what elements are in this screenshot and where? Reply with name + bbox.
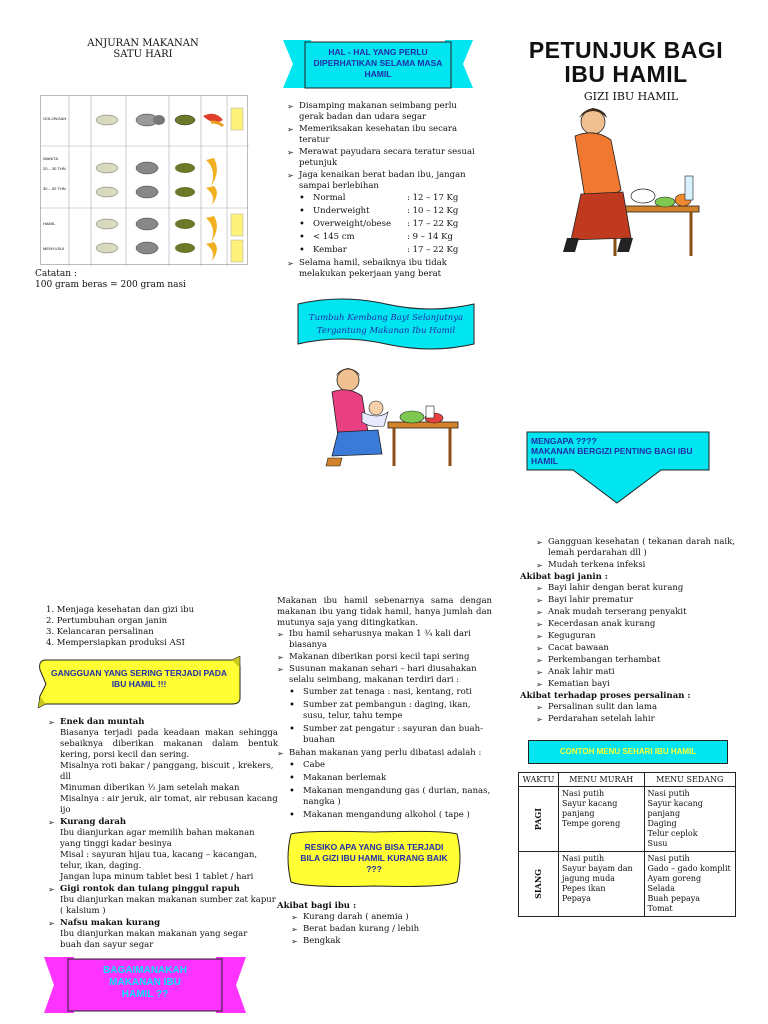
persalinan-1: ➢ Persalinan sulit dan lama <box>536 702 735 713</box>
hal-item-4: ➢ Jaga kenaikan berat badan ibu, jangan sampai berlebihan <box>287 170 482 192</box>
note <box>35 269 186 291</box>
persalinan-title: Akibat terhadap proses persalinan : <box>520 691 691 701</box>
benefit-1: 1. Menjaga kesehatan dan gizi ibu <box>46 605 195 615</box>
row-label-menyusui: MENYUSUI <box>43 246 65 251</box>
menu-item: Sayur kacang panjang <box>647 799 703 818</box>
anjuran-title <box>78 38 208 60</box>
row-label-wanita: WANITA <box>43 156 59 161</box>
menu-item: Nasi putih <box>561 854 605 863</box>
kurang-misal: Misal : sayuran hijau tua, kacang – kacangan, telur, ikan, daging. <box>60 850 258 871</box>
janin-title: Akibat bagi janin : <box>520 572 608 582</box>
makanan-intro: Makanan ibu hamil sebenarnya sama dengan makanan ibu yang tidak hamil, hanya jumlah dan mutunya saja yang ditingkatkan. <box>277 596 492 628</box>
menu-waktu-pagi <box>519 787 559 852</box>
weight-overweight: • Overweight/obese : 17 – 22 Kg <box>287 219 482 230</box>
hal-item-5: ➢ Selama hamil, sebaiknya ibu tidak melakukan pekerjaan yang berat <box>287 258 482 280</box>
enek-misal2: Misalnya : air jeruk, air tomat, air rebusan kacang ijo <box>60 794 278 815</box>
menu-item: Susu <box>647 839 668 848</box>
gangguan-gigi <box>48 884 278 917</box>
age-label-2: 30 – 50 THN <box>43 186 66 191</box>
persalinan-2: ➢ Perdarahan setelah lahir <box>536 714 735 725</box>
hal-item-1: ➢ Disamping makanan seimbang perlu gerak badan dan udara segar <box>287 101 482 123</box>
menu-header-waktu: WAKTU <box>519 773 559 787</box>
menu-item: Daging <box>647 819 677 828</box>
kurang-text: Ibu dianjurkan agar memilih bahan makanan yang tinggi kadar besinya <box>60 828 255 849</box>
banner-resiko <box>285 830 463 888</box>
food-portion-illustration <box>41 96 249 266</box>
menu-pagi-murah <box>558 787 644 852</box>
anjuran-title-line1: ANJURAN MAKANAN <box>87 38 199 49</box>
enek-text: Biasanya terjadi pada keadaan makan sehingga sebaiknya diberikan makanan dalam bentuk kering, porsi kecil dan sering. <box>60 728 278 760</box>
makanan-item-3: ➢ Susunan makanan sehari – hari diusahakan selalu seimbang, makanan terdiri dari : <box>277 664 492 686</box>
menu-siang-sedang <box>644 852 736 917</box>
makanan-item-1: ➢ Ibu hamil seharusnya makan 1 ¾ kali dari biasanya <box>277 629 492 651</box>
banner-mengapa-text <box>531 436 709 466</box>
zat-tenaga: • Sumber zat tenaga : nasi, kentang, roti <box>277 687 492 698</box>
zat-pembangun: • Sumber zat pembangun : daging, ikan, susu, telur, tahu tempe <box>277 700 492 722</box>
menu-item: Sayur bayam dan jagung muda <box>561 864 633 883</box>
gangguan-kurang-darah <box>48 817 278 883</box>
menu-waktu-siang <box>519 852 559 917</box>
banner-mengapa-line1: MENGAPA ???? <box>531 436 597 446</box>
enek-misal1: Misalnya roti bakar / panggang, biscuit , krekers, dll <box>60 761 274 782</box>
menu-row-pagi <box>519 787 736 852</box>
row-label-hamil: HAMIL <box>43 221 56 226</box>
menu-item: Nasi putih <box>647 854 690 863</box>
makanan-item-2: ➢ Makanan diberikan porsi kecil tapi sering <box>277 652 492 663</box>
menu-item: Pepes ikan <box>561 884 606 893</box>
janin-7: ➢ Perkembangan terhambat <box>536 655 735 666</box>
weight-short: • < 145 cm : 9 – 14 Kg <box>287 232 482 243</box>
cover-title-line1: PETUNJUK BAGI <box>528 37 724 63</box>
janin-9: ➢ Kematian bayi <box>536 679 735 690</box>
hal-item-3: ➢ Merawat payudara secara teratur sesuai petunjuk <box>287 147 482 169</box>
nafsu-title: ➢ Nafsu makan kurang <box>60 918 161 928</box>
benefit-3: 3. Kelancaran persalinan <box>46 627 154 637</box>
batasi-gas: • Makanan mengandung gas ( durian, nanas, nangka ) <box>277 786 492 808</box>
banner-bagaimana-text: BAGAIMANAKAH MAKANAN IBU HAMIL ?? <box>103 965 187 1000</box>
akibat-ibu-title: Akibat bagi ibu : <box>277 901 357 911</box>
menu-item: Selada <box>647 884 675 893</box>
banner-tumbuh-text: Tumbuh Kembang Bayi Selanjutnya Tergantung Makanan Ibu Hamil <box>308 313 464 336</box>
menu-item: Tempe goreng <box>561 819 621 828</box>
janin-2: ➢ Bayi lahir prematur <box>536 595 735 606</box>
food-portion-table <box>40 95 248 265</box>
pregnant-woman-illustration <box>545 106 700 258</box>
menu-waktu-siang-label: SIANG <box>533 869 544 899</box>
batasi-cabe: • Cabe <box>277 760 492 771</box>
banner-mengapa <box>525 430 711 505</box>
note-label: Catatan : <box>35 269 77 279</box>
akibat-ibu-2: ➢ Berat badan kurang / lebih <box>291 924 487 935</box>
akibat-top-1: ➢ Gangguan kesehatan ( tekanan darah naik, lemah perdarahan dll ) <box>536 537 735 559</box>
nafsu-text: Ibu dianjurkan makan makanan yang segar <box>60 929 248 939</box>
row-label-golongan: GOLONGAN <box>43 116 67 121</box>
banner-hal-hal <box>283 38 473 92</box>
menu-pagi-sedang <box>644 787 736 852</box>
age-label-1: 20 – 30 THN <box>43 166 66 171</box>
hal-item-2: ➢ Memeriksakan kesehatan ibu secara teratur <box>287 124 482 146</box>
akibat-top-2: ➢ Mudah terkena infeksi <box>536 560 735 571</box>
janin-5: ➢ Keguguran <box>536 631 735 642</box>
makanan-section <box>277 596 492 823</box>
weight-normal: • Normal : 12 – 17 Kg <box>287 193 482 204</box>
menu-table <box>518 772 736 917</box>
menu-header-sedang: MENU SEDANG <box>644 773 736 787</box>
gangguan-list <box>48 717 278 952</box>
menu-item: Sayur kacang panjang <box>561 799 618 818</box>
menu-siang-murah <box>558 852 644 917</box>
zat-pengatur: • Sumber zat pengatur : sayuran dan buah-buahan <box>277 724 492 746</box>
cover-title <box>526 38 726 86</box>
banner-hal-text: HAL - HAL YANG PERLU DIPERHATIKAN SELAMA MASA HAMIL <box>313 47 443 79</box>
menu-table-wrapper <box>518 772 736 917</box>
menu-waktu-pagi-label: PAGI <box>533 807 544 831</box>
mother-feeding-illustration <box>318 362 460 468</box>
banner-tumbuh <box>296 294 476 354</box>
gigi-title: ➢ Gigi rontok dan tulang pinggul rapuh <box>60 884 240 894</box>
banner-gangguan-text: GANGGUAN YANG SERING TERJADI PADA IBU HAMIL !!! <box>50 668 227 689</box>
kurang-jangan: Jangan lupa minum tablet besi 1 tablet / hari <box>60 872 254 882</box>
batasi-alkohol: • Makanan mengandung alkohol ( tape ) <box>277 810 492 821</box>
banner-resiko-text: RESIKO APA YANG BISA TERJADI BILA GIZI IBU HAMIL KURANG BAIK ??? <box>300 842 448 874</box>
janin-6: ➢ Cacat bawaan <box>536 643 735 654</box>
weight-underweight: • Underweight : 10 – 12 Kg <box>287 206 482 217</box>
banner-mengapa-line2: MAKANAN BERGIZI PENTING BAGI IBU HAMIL <box>531 446 693 466</box>
menu-item: Pepaya <box>561 894 591 903</box>
akibat-ibu-1: ➢ Kurang darah ( anemia ) <box>291 912 487 923</box>
cover-title-line2: IBU HAMIL <box>564 61 688 87</box>
menu-row-siang <box>519 852 736 917</box>
gangguan-nafsu <box>48 918 278 951</box>
weight-kembar: • Kembar : 17 – 22 Kg <box>287 245 482 256</box>
note-text: 100 gram beras = 200 gram nasi <box>35 280 187 290</box>
benefit-4: 4. Mempersiapkan produksi ASI <box>46 638 185 648</box>
menu-header-row <box>519 773 736 787</box>
batasi-title: ➢ Bahan makanan yang perlu dibatasi adalah : <box>277 748 492 759</box>
cover-subtitle: GIZI IBU HAMIL <box>583 90 679 103</box>
akibat-ibu <box>277 901 487 948</box>
benefit-2: 2. Pertumbuhan organ janin <box>46 616 168 626</box>
batasi-lemak: • Makanan berlemak <box>277 773 492 784</box>
enek-minum: Minuman diberikan ½ jam setelah makan <box>60 783 240 793</box>
gigi-text: Ibu dianjurkan makan makanan sumber zat kapur ( kalsium ) <box>60 895 276 916</box>
janin-4: ➢ Kecerdasan anak kurang <box>536 619 735 630</box>
nafsu-text2: buah dan sayur segar <box>60 940 154 950</box>
banner-gangguan <box>36 656 242 708</box>
menu-item: Gado – gado komplit <box>647 864 731 873</box>
banner-contoh-menu <box>528 740 728 764</box>
hal-list <box>287 101 482 281</box>
menu-item: Tomat <box>647 904 673 913</box>
enek-title: ➢ Enek dan muntah <box>60 717 145 727</box>
janin-3: ➢ Anak mudah terserang penyakit <box>536 607 735 618</box>
benefits-list <box>46 605 194 649</box>
akibat-ibu-3: ➢ Bengkak <box>291 936 487 947</box>
banner-contoh-text: CONTOH MENU SEHARI IBU HAMIL <box>559 747 697 756</box>
janin-8: ➢ Anak lahir mati <box>536 667 735 678</box>
menu-header-murah: MENU MURAH <box>558 773 644 787</box>
menu-item: Ayam goreng <box>647 874 702 883</box>
akibat-lanjutan <box>520 537 735 726</box>
menu-item: Nasi putih <box>561 789 605 798</box>
menu-item: Nasi putih <box>647 789 690 798</box>
banner-bagaimanakah <box>44 955 246 1017</box>
janin-1: ➢ Bayi lahir dengan berat kurang <box>536 583 735 594</box>
anjuran-title-line2: SATU HARI <box>113 49 173 60</box>
kurang-title: ➢ Kurang darah <box>60 817 127 827</box>
gangguan-enek <box>48 717 278 816</box>
menu-item: Buah pepaya <box>647 894 701 903</box>
menu-item: Telur ceplok <box>647 829 698 838</box>
